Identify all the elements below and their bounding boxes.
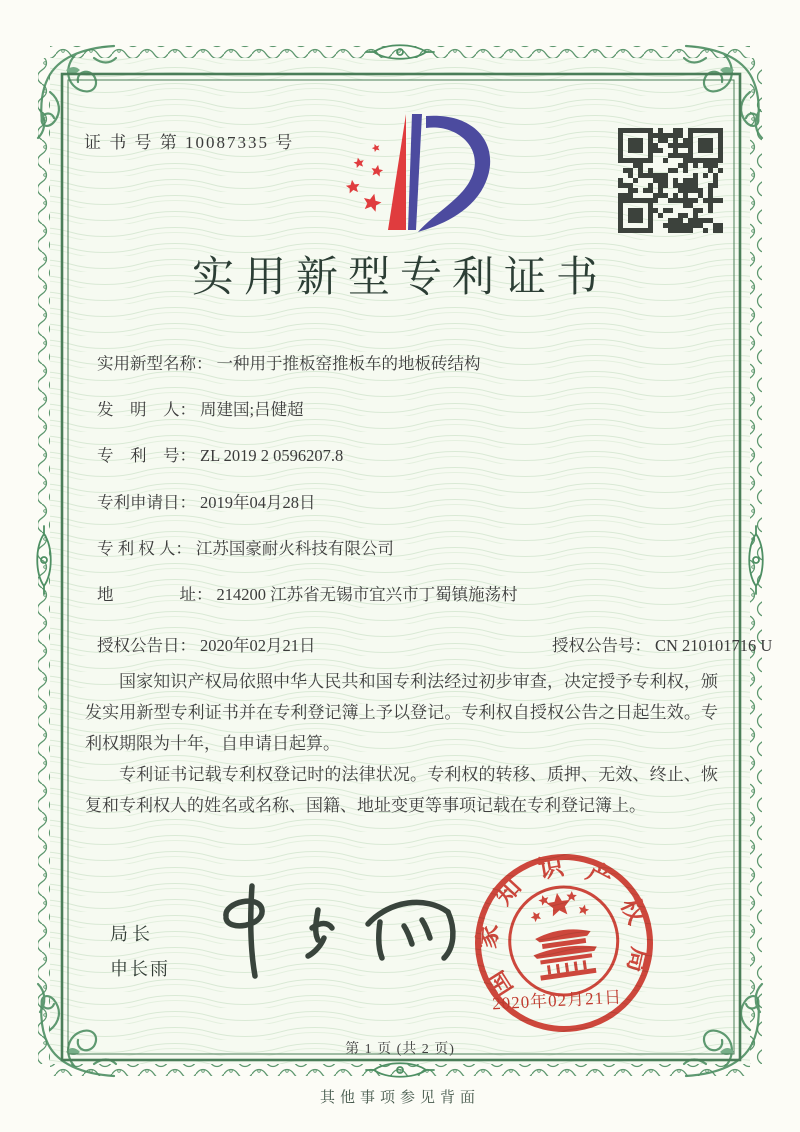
svg-text:国家知识产权局 bbox=[466, 845, 660, 1004]
field-value: 江苏国豪耐火科技有限公司 bbox=[195, 539, 394, 558]
field-row-invention-name bbox=[97, 350, 481, 374]
field-value: 一种用于推板窑推板车的地板砖结构 bbox=[216, 354, 481, 373]
field-row-inventor bbox=[97, 396, 304, 420]
page-number-info: 第 1 页 (共 2 页) bbox=[345, 1042, 455, 1057]
field-value: CN 210101716 U bbox=[655, 636, 773, 655]
field-label: 发 明 人： bbox=[97, 400, 196, 419]
field-value: 2020年02月21日 bbox=[200, 636, 316, 655]
grant-number bbox=[552, 632, 772, 656]
field-label: 专 利 号： bbox=[97, 446, 196, 465]
grant-date bbox=[97, 636, 316, 655]
field-row-patentee bbox=[97, 535, 394, 559]
field-label: 地 址： bbox=[97, 585, 213, 604]
field-label: 实用新型名称： bbox=[97, 354, 213, 373]
qr-code bbox=[618, 128, 723, 233]
field-row-filing-date bbox=[97, 489, 316, 513]
field-row-grant bbox=[97, 632, 773, 656]
legal-text-block bbox=[85, 666, 718, 821]
seal-ring-text: 国家知识产权局 bbox=[474, 853, 654, 1002]
commissioner-name: 申长雨 bbox=[110, 959, 170, 979]
field-value: 周建国;吕健超 bbox=[200, 400, 304, 419]
field-row-address bbox=[97, 581, 518, 605]
cnipa-logo bbox=[330, 108, 510, 240]
certificate-number: 证 书 号 第 10087335 号 bbox=[84, 133, 295, 152]
field-value: 214200 江苏省无锡市宜兴市丁蜀镇施荡村 bbox=[216, 585, 518, 604]
field-label: 专 利 权 人： bbox=[97, 539, 192, 558]
legal-paragraph-grant: 国家知识产权局依照中华人民共和国专利法经过初步审查，决定授予专利权，颁发实用新型专利证书并在专利登记簿上予以登记。专利权自授权公告之日起生效。专利权期限为十年，自申请日起算。 bbox=[85, 672, 718, 753]
field-value: 2019年04月28日 bbox=[200, 493, 316, 512]
commissioner-title: 局长 bbox=[110, 924, 154, 944]
field-value: ZL 2019 2 0596207.8 bbox=[200, 446, 344, 465]
legal-paragraph-register: 专利证书记载专利权登记时的法律状况。专利权的转移、质押、无效、终止、恢复和专利权人的姓名或名称、国籍、地址变更等事项记载在专利登记簿上。 bbox=[85, 765, 718, 815]
field-label: 授权公告日： bbox=[97, 636, 196, 655]
certificate-title: 实用新型专利证书 bbox=[191, 255, 608, 301]
field-label: 授权公告号： bbox=[552, 636, 651, 655]
field-row-patent-number bbox=[97, 442, 343, 466]
seal-date: 2020年02月21日 bbox=[491, 987, 623, 1014]
back-side-note: 其他事项参见背面 bbox=[319, 1090, 480, 1106]
field-label: 专利申请日： bbox=[97, 493, 196, 512]
handwritten-signature bbox=[200, 872, 470, 987]
